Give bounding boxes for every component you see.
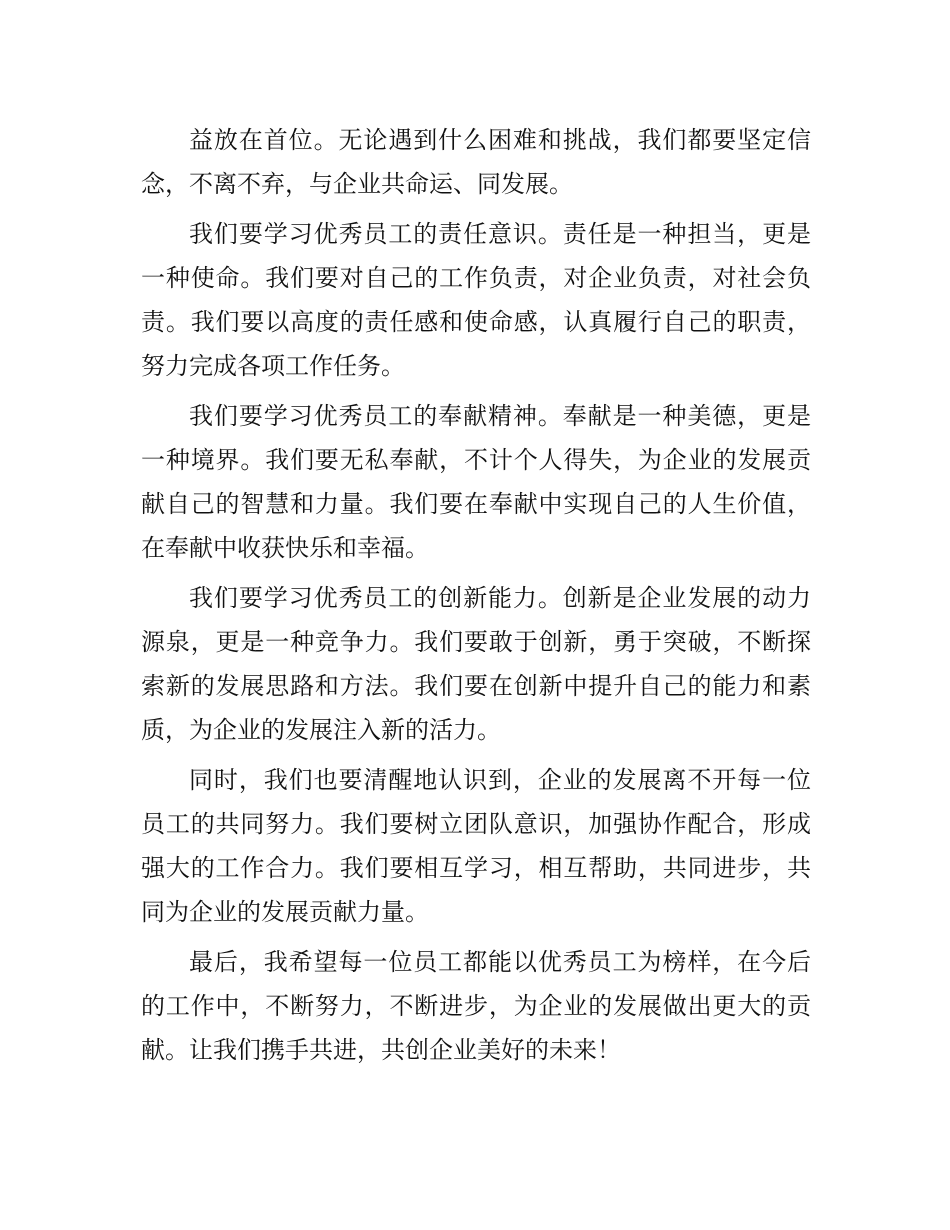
paragraph: 我们要学习优秀员工的责任意识。责任是一种担当，更是一种使命。我们要对自己的工作负责，对企业负责，对社会负责。我们要以高度的责任感和使命感，认真履行自己的职责，努力完成各项工作任务。 [141, 220, 811, 380]
paragraph: 最后，我希望每一位员工都能以优秀员工为榜样，在今后的工作中，不断努力，不断进步，为企业的发展做出更大的贡献。让我们携手共进，共创企业美好的未来！ [141, 948, 811, 1064]
paragraph: 我们要学习优秀员工的创新能力。创新是企业发展的动力源泉，更是一种竞争力。我们要敢于创新，勇于突破，不断探索新的发展思路和方法。我们要在创新中提升自己的能力和素质，为企业的发展注入新的活力。 [141, 584, 811, 744]
paragraph: 益放在首位。无论遇到什么困难和挑战，我们都要坚定信念，不离不弃，与企业共命运、同发展。 [141, 126, 811, 198]
paragraph: 同时，我们也要清醒地认识到，企业的发展离不开每一位员工的共同努力。我们要树立团队意识，加强协作配合，形成强大的工作合力。我们要相互学习，相互帮助，共同进步，共同为企业的发展贡献力量。 [141, 766, 811, 926]
paragraph: 我们要学习优秀员工的奉献精神。奉献是一种美德，更是一种境界。我们要无私奉献，不计个人得失，为企业的发展贡献自己的智慧和力量。我们要在奉献中实现自己的人生价值，在奉献中收获快乐和幸福。 [141, 402, 811, 562]
document-body [141, 118, 811, 1078]
